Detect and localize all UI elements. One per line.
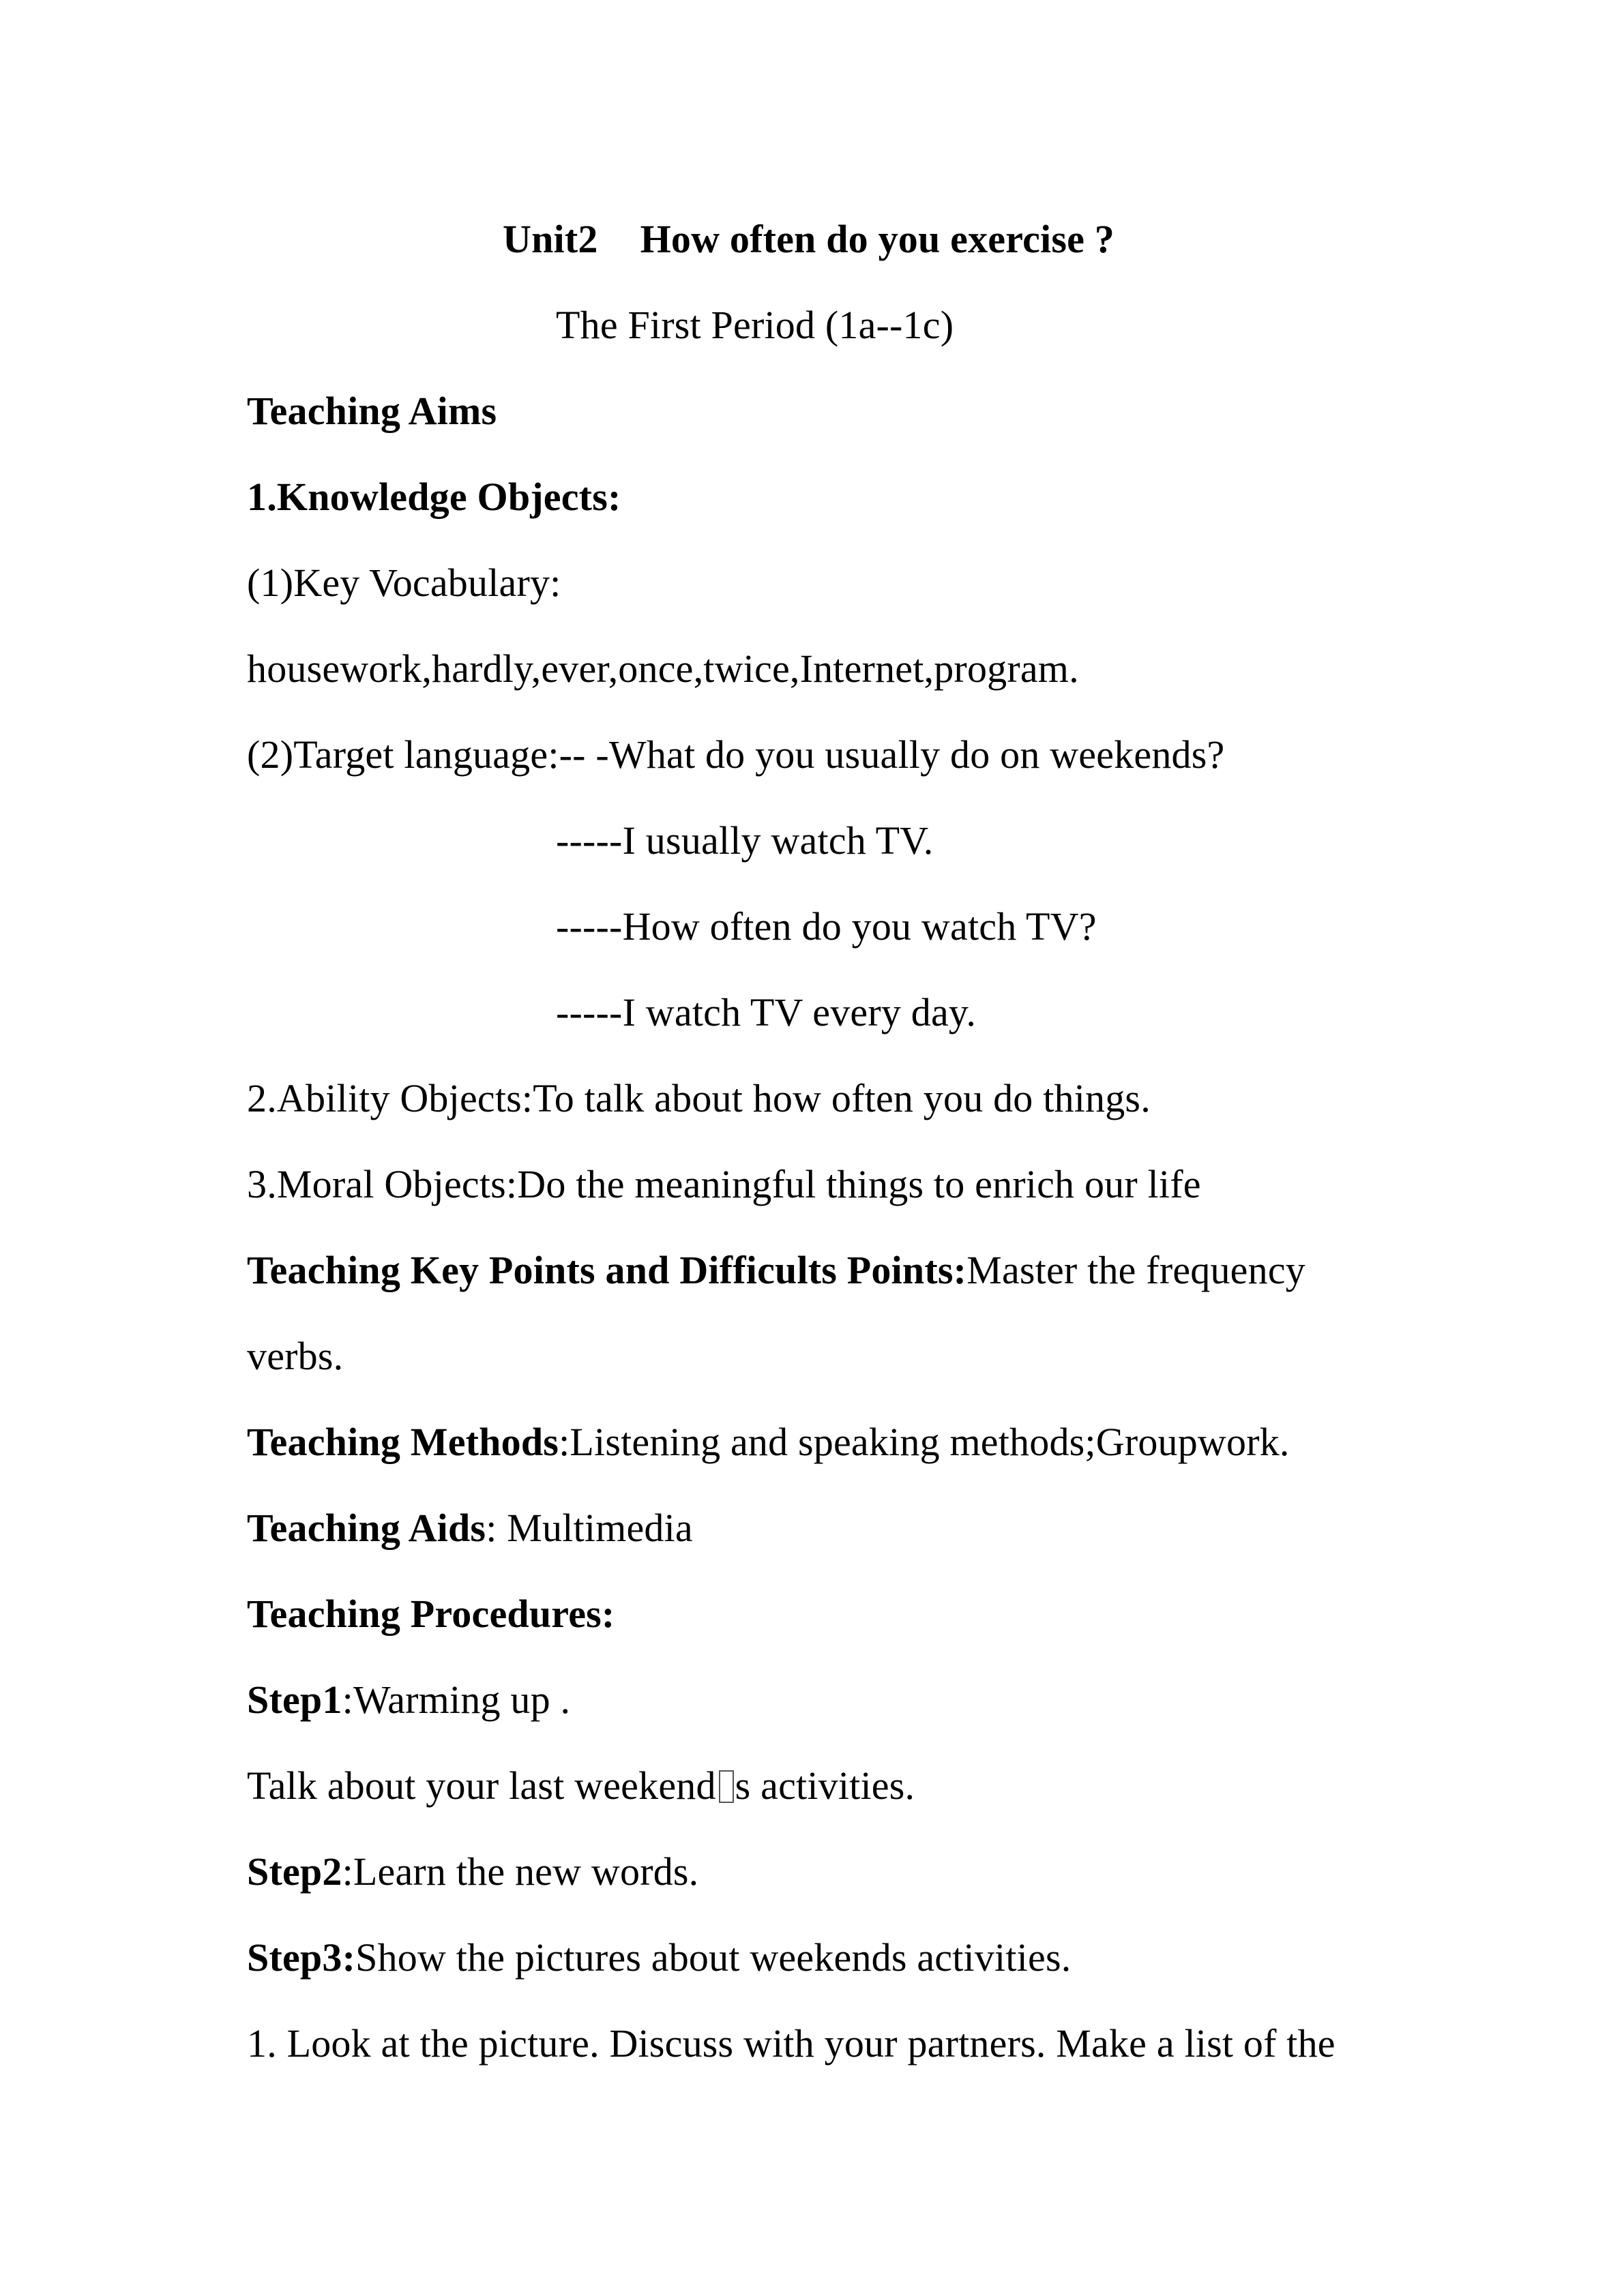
teaching-aids-text: : Multimedia	[486, 1506, 693, 1550]
moral-objects: 3.Moral Objects:Do the meaningful things to enrich our life	[247, 1162, 1201, 1206]
unit-number: Unit2	[503, 217, 598, 261]
teaching-methods-text: :Listening and speaking methods;Groupwork.	[559, 1420, 1290, 1464]
key-points-continuation: verbs.	[247, 1334, 344, 1378]
teaching-procedures-heading: Teaching Procedures:	[247, 1592, 615, 1636]
talk-about-line	[247, 1763, 915, 1808]
talk-about-text-end: s activities.	[735, 1763, 915, 1808]
teaching-aids	[247, 1508, 693, 1548]
teaching-aids-label: Teaching Aids	[247, 1506, 486, 1550]
knowledge-objects-heading: 1.Knowledge Objects:	[247, 475, 621, 519]
teaching-methods	[247, 1422, 1290, 1462]
key-vocabulary-label: (1)Key Vocabulary:	[247, 561, 561, 605]
target-language: (2)Target language:-- -What do you usually do on weekends?	[247, 732, 1225, 777]
step3-text: Show the pictures about weekends activities.	[355, 1935, 1072, 1980]
dialogue-line: -----How often do you watch TV?	[556, 904, 1097, 949]
key-points-text: Master the frequency	[966, 1248, 1305, 1292]
dialogue-line: -----I usually watch TV.	[556, 818, 934, 863]
period-subtitle: The First Period (1a--1c)	[556, 303, 954, 347]
key-points-label: Teaching Key Points and Difficults Points:	[247, 1248, 967, 1292]
step2	[247, 1849, 699, 1894]
missing-glyph-icon	[719, 1770, 734, 1803]
key-points	[247, 1248, 1305, 1292]
list-item-1: 1. Look at the picture. Discuss with your partners. Make a list of the	[247, 2021, 1335, 2066]
step1	[247, 1680, 570, 1720]
step3-label: Step3:	[247, 1935, 356, 1980]
dialogue-line: -----I watch TV every day.	[556, 990, 977, 1034]
step2-text: :Learn the new words.	[342, 1849, 699, 1894]
key-vocabulary-words: housework,hardly,ever,once,twice,Internet,program.	[247, 646, 1079, 691]
step2-label: Step2	[247, 1849, 342, 1894]
ability-objects: 2.Ability Objects:To talk about how often you do things.	[247, 1076, 1151, 1120]
step3	[247, 1935, 1072, 1980]
teaching-methods-label: Teaching Methods	[247, 1420, 559, 1464]
unit-title	[503, 217, 1114, 261]
teaching-aims-heading: Teaching Aims	[247, 389, 497, 433]
talk-about-text: Talk about your last weekend	[247, 1763, 716, 1808]
step1-label: Step1	[247, 1678, 342, 1722]
step1-text: :Warming up .	[342, 1678, 571, 1722]
unit-question: How often do you exercise ?	[640, 217, 1114, 261]
